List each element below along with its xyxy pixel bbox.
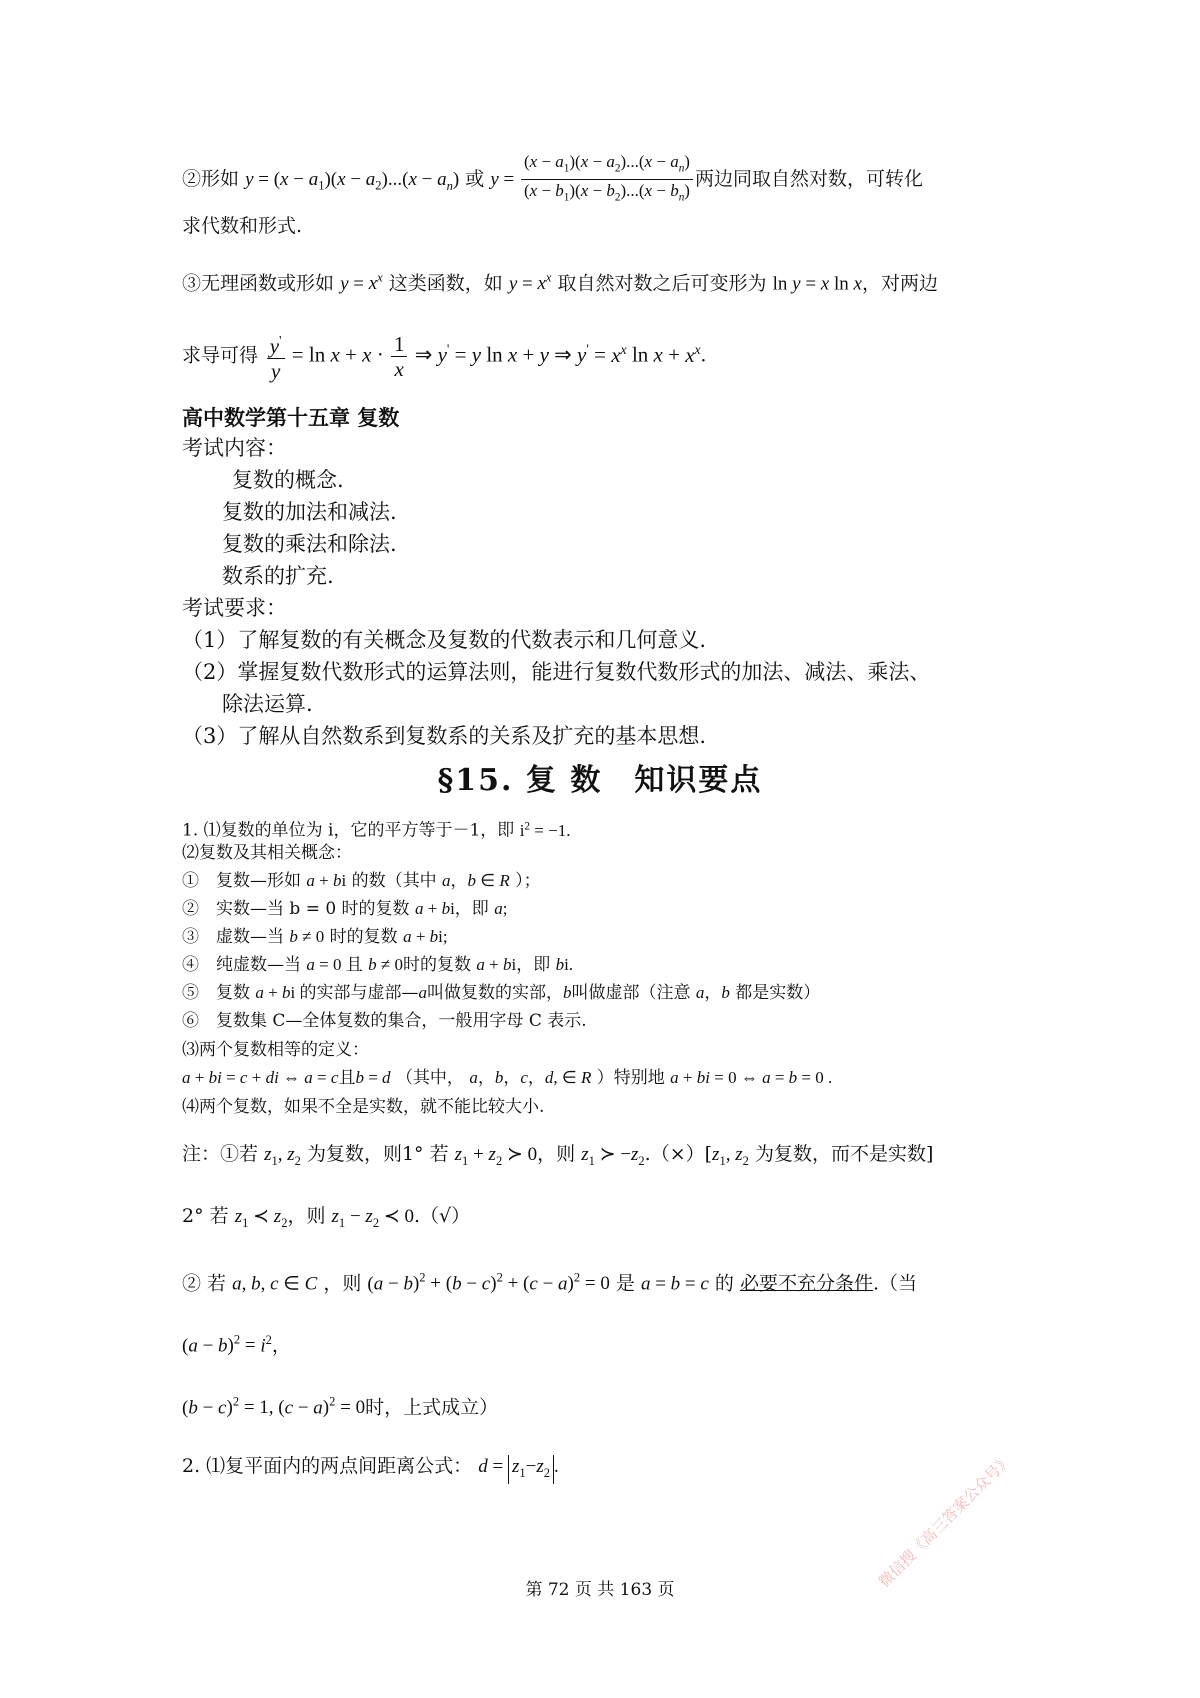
text: 注：①若 — [182, 1143, 259, 1165]
fraction-formula: $\frac{1}{x}$ — [391, 333, 408, 380]
text: （其中， — [395, 1068, 464, 1088]
text: .（当 — [872, 1272, 917, 1295]
concept-line: ① 复数—形如 a + bi 的数（其中 a，b ∈ R ）； — [182, 871, 541, 891]
text: 为复数，而不是实数] — [754, 1143, 934, 1165]
knowledge-line: ⑶两个复数相等的定义： — [182, 1040, 369, 1060]
text-line: 求代数和形式. — [182, 215, 303, 237]
text: ④ 纯虚数—当 — [182, 955, 301, 975]
fraction-formula: $\frac{(x - a_1)(x - a_2)...(x - a_n)}{(x - b_1)(x - b_2)...(x - b_n)}$ — [521, 152, 693, 208]
formula: y — [245, 168, 254, 190]
note-line: 注：①若 $z_1$, $z_2$ 为复数，则1° 若 $z_1 + z_2$ ≻ 0，则 $z_1$ ≻ $-z_2.(\times)[z_1$, $z_2$ 为复数，而不是实数] — [182, 1143, 934, 1168]
knowledge-line: ⑷两个复数，如果不全是实数，就不能比较大小. — [182, 1097, 545, 1117]
content-item: 复数的乘法和除法. — [222, 532, 397, 556]
text: ②形如 — [182, 167, 240, 190]
exam-content-label: 考试内容： — [182, 436, 287, 460]
derivative-line: 求导可得 $\frac{y'}{y}$ = ln x + x · $\frac{1}{x}$ ⇒ y' = y ln x + y ⇒ $y' = x^x$ $\ln x + x^x$. — [182, 331, 706, 383]
text: ⑤ 复数 — [182, 983, 250, 1003]
text: 或 — [465, 167, 485, 190]
text: ，即 — [516, 955, 551, 975]
exam-requirement-label: 考试要求： — [182, 596, 287, 620]
irrational-function-line: ③无理函数或形如 $y = x^x$ 这类函数，如 $y = x^x$ 取自然对数之后可变形为 ln y = x ln x，对两边 — [182, 271, 938, 295]
text: 时的复数 — [329, 927, 398, 947]
knowledge-line: 1. ⑴复数的单位为 i，它的平方等于－1，即 $i^2 = -1$. — [182, 820, 571, 841]
text: 的实部与虚部— — [299, 983, 419, 1003]
content-item: 复数的加法和减法. — [222, 500, 397, 524]
text: 取自然对数之后可变形为 — [557, 272, 767, 295]
underlined-term: 必要不充分条件 — [739, 1272, 873, 1295]
text: ② 若 — [182, 1272, 227, 1295]
note-line: $(a - b)^2 = i^2$， — [182, 1333, 291, 1357]
concept-line: ⑥ 复数集 C—全体复数的集合，一般用字母 C 表示. — [182, 1011, 587, 1031]
text: 是 — [615, 1272, 635, 1295]
page-footer: 第 72 页 共 163 页 — [525, 1580, 675, 1600]
requirement-item: （1）了解复数的有关概念及复数的代数表示和几何意义. — [182, 628, 707, 652]
content-item: 数系的扩充. — [222, 564, 334, 588]
note-line: ② 若 a, b, c ∈ C ，则 $(a - b)^2 + (b - c)^2 + (c - a)^2 = 0$ 是 a = b = c 的 必要不充分条件.（当 — [182, 1271, 917, 1295]
text: ， — [271, 1334, 291, 1357]
text: 两边同取自然对数，可转化 — [694, 167, 923, 190]
text: ① 复数—形如 — [182, 871, 301, 891]
text: 叫做虚部（注意 — [571, 983, 691, 1003]
watermark: 微信搜《高三答案公众号》 — [875, 1450, 1016, 1591]
fraction-formula: $\frac{y'}{y}$ — [267, 330, 285, 382]
text: ，对两边 — [861, 272, 938, 295]
text: ③无理函数或形如 — [182, 272, 335, 295]
equality-definition-line: a + bi = c + di ⇔ a = c且b = d （其中， a，b，c，d, ∈ R ）特别地 a + bi = 0 ⇔ a = b = 0 . — [182, 1068, 833, 1088]
text: 求导可得 — [182, 344, 259, 367]
text: 叫做复数的实部， — [426, 983, 563, 1003]
text: ）； — [515, 871, 541, 891]
text: 时，上式成立） — [365, 1396, 499, 1419]
text: 这类函数，如 — [388, 272, 503, 295]
concept-line: ④ 纯虚数—当 a = 0 且 b ≠ 0时的复数 a + bi，即 bi. — [182, 955, 574, 975]
note-line: $(b - c)^2 = 1$, $(c - a)^2 = 0$时，上式成立） — [182, 1395, 499, 1419]
text: 的数（其中 — [351, 871, 437, 891]
content-item: 复数的概念. — [232, 468, 344, 492]
text: ③ 虚数—当 — [182, 927, 284, 947]
text: ② 实数—当 b = 0 时的复数 — [182, 899, 410, 919]
text: ）特别地 — [596, 1068, 665, 1088]
text: 2. ⑴复平面内的两点间距离公式： — [182, 1455, 473, 1477]
requirement-item-cont: 除法运算. — [222, 692, 313, 716]
requirement-item: （2）掌握复数代数形式的运算法则，能进行复数代数形式的加法、减法、乘法、 — [182, 660, 931, 684]
text: ，则 — [287, 1205, 326, 1227]
text: ，则 — [323, 1272, 362, 1295]
text: 的 — [714, 1272, 734, 1295]
text: 都是实数） — [735, 983, 821, 1003]
concept-line: ② 实数—当 b = 0 时的复数 a + bi，即 a; — [182, 899, 508, 919]
note-line: 2° 若 $z_1$ ≺ $z_2$，则 $z_1 - z_2$ ≺ 0.（√） — [182, 1205, 471, 1230]
text: 2° 若 — [182, 1205, 229, 1227]
log-method-line: ②形如 $y = (x - a_1)(x - a_2)...(x - a_n)$ 或 y = $\frac{(x - a_1)(x - a_2)...(x - a_n)}{(x - b_1)(x - b_2)...(x - b_n)}$ 两边同取自然对数，可转化 — [182, 152, 923, 208]
knowledge-line: ⑵复数及其相关概念： — [182, 843, 352, 863]
concept-line: ⑤ 复数 a + bi 的实部与虚部—a叫做复数的实部，b叫做虚部（注意 a，b 都是实数） — [182, 983, 821, 1003]
text: .（√） — [414, 1205, 471, 1227]
section-title: §15. 复 数 知识要点 — [437, 763, 763, 798]
concept-line: ③ 虚数—当 b ≠ 0 时的复数 a + bi; — [182, 927, 448, 947]
text: 1. ⑴复数的单位为 i，它的平方等于－1，即 — [182, 820, 515, 841]
requirement-item: （3）了解从自然数系到复数系的关系及扩充的基本思想. — [182, 724, 707, 748]
distance-formula-line: 2. ⑴复平面内的两点间距离公式： $d = z_1-z_2$ . — [182, 1452, 559, 1484]
text: 时的复数 — [403, 955, 471, 975]
text: 且 — [345, 955, 363, 975]
text: 为复数，则1° 若 — [306, 1143, 449, 1165]
text: ，则 — [537, 1143, 576, 1165]
chapter-heading: 高中数学第十五章 复数 — [182, 406, 400, 430]
text: ，即 — [454, 899, 489, 919]
text: .（×）[ — [644, 1143, 713, 1165]
